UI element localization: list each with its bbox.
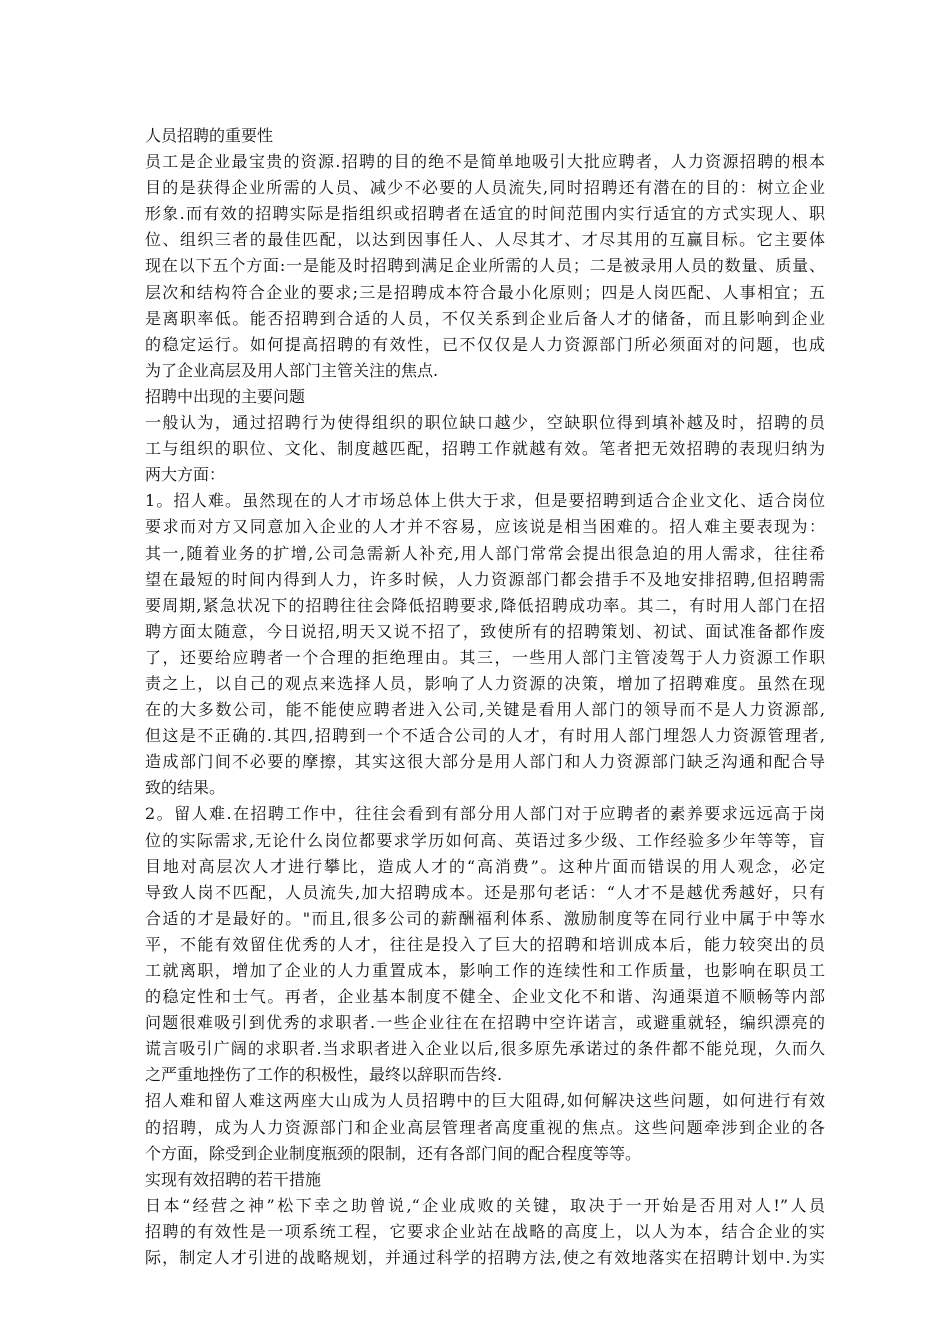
text-line: 一般认为，通过招聘行为使得组织的职位缺口越少，空缺职位得到填补越及时，招聘的员 <box>145 413 825 433</box>
text-line: 在的大多数公司，能不能使应聘者进入公司,关键是看用人部门的领导而不是人力资源部, <box>145 700 825 720</box>
text-line: 要周期,紧急状况下的招聘往往会降低招聘要求,降低招聘成功率。其二，有时用人部门在招 <box>145 595 825 615</box>
text-line: 工就离职，增加了企业的人力重置成本，影响工作的连续性和工作质量，也影响在职员工 <box>145 961 825 980</box>
text-line: 形象.而有效的招聘实际是指组织或招聘者在适宜的时间范围内实行适宜的方式实现人、职 <box>145 204 825 224</box>
text-line: 位、组织三者的最佳匹配，以达到因事任人、人尽其才、才尽其用的互赢目标。它主要体 <box>145 230 825 250</box>
text-line: 聘方面太随意，今日说招,明天又说不招了，致使所有的招聘策划、初试、面试准备都作废 <box>145 621 825 641</box>
text-line: 之严重地挫伤了工作的积极性，最终以辞职而告终. <box>145 1065 503 1085</box>
text-line: 的招聘，成为人力资源部门和企业高层管理者高度重视的焦点。这些问题牵涉到企业的各 <box>145 1117 825 1137</box>
text-line: 位的实际需求,无论什么岗位都要求学历如何高、英语过多少级、工作经验多少年等等，盲 <box>145 830 825 850</box>
text-line: 层次和结构符合企业的要求;三是招聘成本符合最小化原则；四是人岗匹配、人事相宜；五 <box>145 282 825 302</box>
text-line: 招人难和留人难这两座大山成为人员招聘中的巨大阻碍,如何解决这些问题，如何进行有效 <box>145 1091 825 1111</box>
text-line: 谎言吸引广阔的求职者.当求职者进入企业以后,很多原先承诺过的条件都不能兑现，久而久 <box>145 1039 825 1059</box>
text-line: 合适的才是最好的。"而且,很多公司的薪酬福利体系、激励制度等在同行业中属于中等水 <box>145 908 825 928</box>
text-line: 目地对高层次人才进行攀比，造成人才的“高消费”。这种片面而错误的用人观念，必定 <box>145 856 825 876</box>
text-line: 是离职率低。能否招聘到合适的人员，不仅关系到企业后备人才的储备，而且影响到企业 <box>145 308 825 328</box>
text-line: 日本“经营之神”松下幸之助曾说,“企业成败的关键，取决于一开始是否用对人!”人员 <box>145 1195 825 1215</box>
text-line: 实现有效招聘的若干措施 <box>145 1169 322 1189</box>
text-line: 招聘中出现的主要问题 <box>145 386 306 406</box>
text-line: 其一,随着业务的扩增,公司急需新人补充,用人部门常常会提出很急迫的用人需求，往往希 <box>145 543 825 563</box>
text-line: 造成部门间不必要的摩擦，其实这很大部分是用人部门和人力资源部门缺乏沟通和配合导 <box>145 752 825 772</box>
text-line: 目的是获得企业所需的人员、减少不必要的人员流失,同时招聘还有潜在的目的：树立企业 <box>145 178 825 198</box>
text-line: 1。招人难。虽然现在的人才市场总体上供大于求，但是要招聘到适合企业文化、适合岗位 <box>145 491 825 511</box>
text-line: 但这是不正确的.其四,招聘到一个不适合公司的人才，有时用人部门埋怨人力资源管理者, <box>145 726 825 746</box>
text-line: 望在最短的时间内得到人力，许多时候，人力资源部门都会措手不及地安排招聘,但招聘需 <box>145 569 825 589</box>
text-line: 的稳定运行。如何提高招聘的有效性，已不仅仅是人力资源部门所必须面对的问题，也成 <box>145 334 825 354</box>
text-line: 工与组织的职位、文化、制度越匹配，招聘工作就越有效。笔者把无效招聘的表现归纳为 <box>145 439 825 459</box>
text-line: 要求而对方又同意加入企业的人才并不容易，应该说是相当困难的。招人难主要表现为： <box>145 517 825 537</box>
text-line: 问题很难吸引到优秀的求职者.一些企业往在在招聘中空许诺言，或避重就轻，编织漂亮的 <box>145 1013 825 1033</box>
text-line: 为了企业高层及用人部门主管关注的焦点. <box>145 360 439 380</box>
text-line: 导致人岗不匹配，人员流失,加大招聘成本。还是那句老话：“人才不是越优秀越好，只有 <box>145 882 825 902</box>
text-line: 致的结果。 <box>145 778 226 798</box>
text-line: 员工是企业最宝贵的资源.招聘的目的绝不是简单地吸引大批应聘者，人力资源招聘的根本 <box>145 152 825 172</box>
text-line: 平，不能有效留住优秀的人才，往往是投入了巨大的招聘和培训成本后，能力较突出的员 <box>145 934 825 954</box>
text-line: 2。留人难.在招聘工作中，往往会看到有部分用人部门对于应聘者的素养要求远远高于岗 <box>145 804 825 824</box>
text-line: 了，还要给应聘者一个合理的拒绝理由。其三，一些用人部门主管凌驾于人力资源工作职 <box>145 647 825 667</box>
text-line: 人员招聘的重要性 <box>145 126 274 145</box>
text-line: 两大方面： <box>145 465 226 485</box>
text-line: 现在以下五个方面:一是能及时招聘到满足企业所需的人员；二是被录用人员的数量、质量、 <box>145 256 825 276</box>
text-line: 际，制定人才引进的战略规划，并通过科学的招聘方法,使之有效地落实在招聘计划中.为实 <box>145 1248 825 1268</box>
text-line: 招聘的有效性是一项系统工程，它要求企业站在战略的高度上，以人为本，结合企业的实 <box>145 1221 825 1241</box>
text-line: 的稳定性和士气。再者，企业基本制度不健全、企业文化不和谐、沟通渠道不顺畅等内部 <box>145 987 825 1007</box>
text-line: 个方面，除受到企业制度瓶颈的限制，还有各部门间的配合程度等等。 <box>145 1143 642 1163</box>
document-body <box>145 123 825 1271</box>
text-line: 责之上，以自己的观点来选择人员，影响了人力资源的决策，增加了招聘难度。虽然在现 <box>145 673 825 693</box>
